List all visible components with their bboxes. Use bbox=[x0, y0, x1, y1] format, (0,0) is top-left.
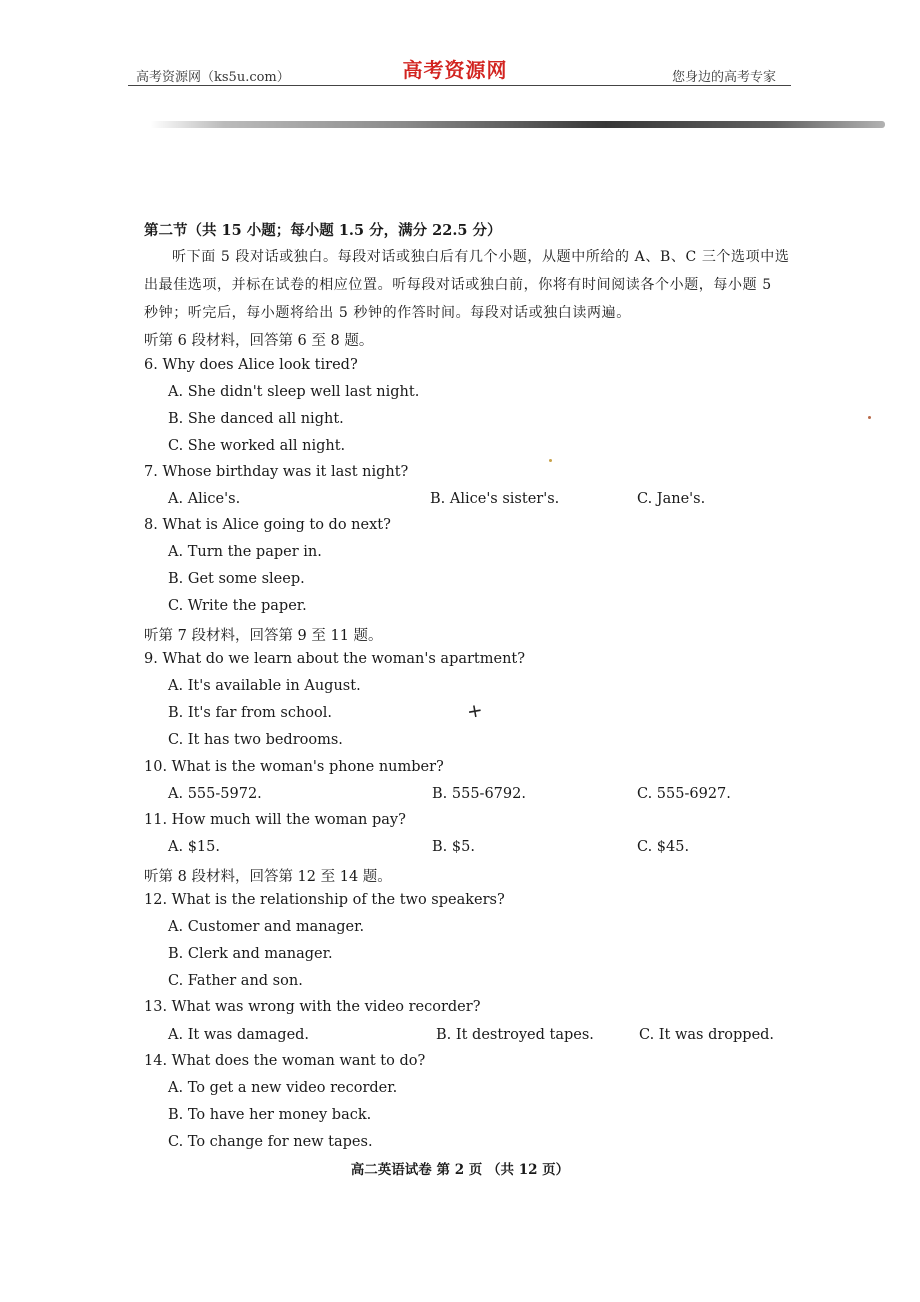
answer-option: A. Customer and manager. bbox=[168, 919, 365, 935]
answer-option: A. To get a new video recorder. bbox=[168, 1080, 398, 1096]
instruction-line: 听下面 5 段对话或独白。每段对话或独白后有几个小题，从题中所给的 A、B、C 三个选项中选 bbox=[172, 249, 790, 265]
group-heading: 听第 7 段材料，回答第 9 至 11 题。 bbox=[144, 628, 383, 644]
answer-option: A. Alice's. bbox=[168, 491, 241, 507]
answer-option: B. 555-6792. bbox=[432, 786, 526, 802]
answer-option: C. 555-6927. bbox=[637, 786, 731, 802]
answer-option: A. 555-5972. bbox=[168, 786, 262, 802]
question-stem: 8. What is Alice going to do next? bbox=[144, 517, 391, 533]
header-divider bbox=[128, 85, 791, 86]
answer-option: A. It's available in August. bbox=[168, 678, 361, 694]
answer-option: C. $45. bbox=[637, 839, 690, 855]
answer-option: C. Father and son. bbox=[168, 973, 303, 989]
question-stem: 10. What is the woman's phone number? bbox=[144, 759, 444, 775]
question-stem: 11. How much will the woman pay? bbox=[144, 812, 406, 828]
scan-speck bbox=[549, 459, 552, 462]
answer-option: A. $15. bbox=[168, 839, 220, 855]
question-stem: 13. What was wrong with the video recorder? bbox=[144, 999, 481, 1015]
site-logo: 高考资源网 bbox=[402, 58, 508, 82]
question-stem: 9. What do we learn about the woman's apartment? bbox=[144, 651, 526, 667]
question-stem: 6. Why does Alice look tired? bbox=[144, 357, 358, 373]
answer-option: C. Write the paper. bbox=[168, 598, 307, 614]
question-stem: 14. What does the woman want to do? bbox=[144, 1053, 426, 1069]
answer-option: B. She danced all night. bbox=[168, 411, 344, 427]
answer-option: B. To have her money back. bbox=[168, 1107, 372, 1123]
page-footer: 高二英语试卷 第 2 页 （共 12 页） bbox=[350, 1162, 570, 1178]
answer-option: A. Turn the paper in. bbox=[168, 544, 322, 560]
answer-option: B. $5. bbox=[432, 839, 475, 855]
group-heading: 听第 8 段材料，回答第 12 至 14 题。 bbox=[144, 869, 392, 885]
answer-option: C. Jane's. bbox=[637, 491, 706, 507]
answer-option: C. It has two bedrooms. bbox=[168, 732, 343, 748]
section-title: 第二节（共 15 小题；每小题 1.5 分，满分 22.5 分） bbox=[144, 222, 502, 239]
answer-option: B. Clerk and manager. bbox=[168, 946, 333, 962]
scan-smear bbox=[150, 121, 885, 128]
answer-option: B. It's far from school. bbox=[168, 705, 333, 721]
answer-option: B. Alice's sister's. bbox=[430, 491, 560, 507]
answer-option: C. It was dropped. bbox=[639, 1027, 775, 1043]
question-stem: 12. What is the relationship of the two speakers? bbox=[144, 892, 505, 908]
question-stem: 7. Whose birthday was it last night? bbox=[144, 464, 409, 480]
answer-option: A. She didn't sleep well last night. bbox=[168, 384, 420, 400]
instruction-line: 秒钟；听完后，每小题将给出 5 秒钟的作答时间。每段对话或独白读两遍。 bbox=[144, 305, 631, 321]
group-heading: 听第 6 段材料，回答第 6 至 8 题。 bbox=[144, 333, 374, 349]
answer-option: A. It was damaged. bbox=[168, 1027, 310, 1043]
answer-option: B. Get some sleep. bbox=[168, 571, 305, 587]
answer-option: C. To change for new tapes. bbox=[168, 1134, 373, 1150]
answer-option: B. It destroyed tapes. bbox=[436, 1027, 594, 1043]
answer-option: C. She worked all night. bbox=[168, 438, 346, 454]
insect-smudge: ✕ bbox=[463, 699, 486, 724]
scan-speck bbox=[868, 416, 871, 419]
instruction-line: 出最佳选项，并标在试卷的相应位置。听每段对话或独白前，你将有时间阅读各个小题，每小题 5 bbox=[144, 277, 772, 293]
header-site-name: 高考资源网（ks5u.com） bbox=[136, 70, 290, 85]
header-slogan: 您身边的高考专家 bbox=[672, 70, 777, 85]
